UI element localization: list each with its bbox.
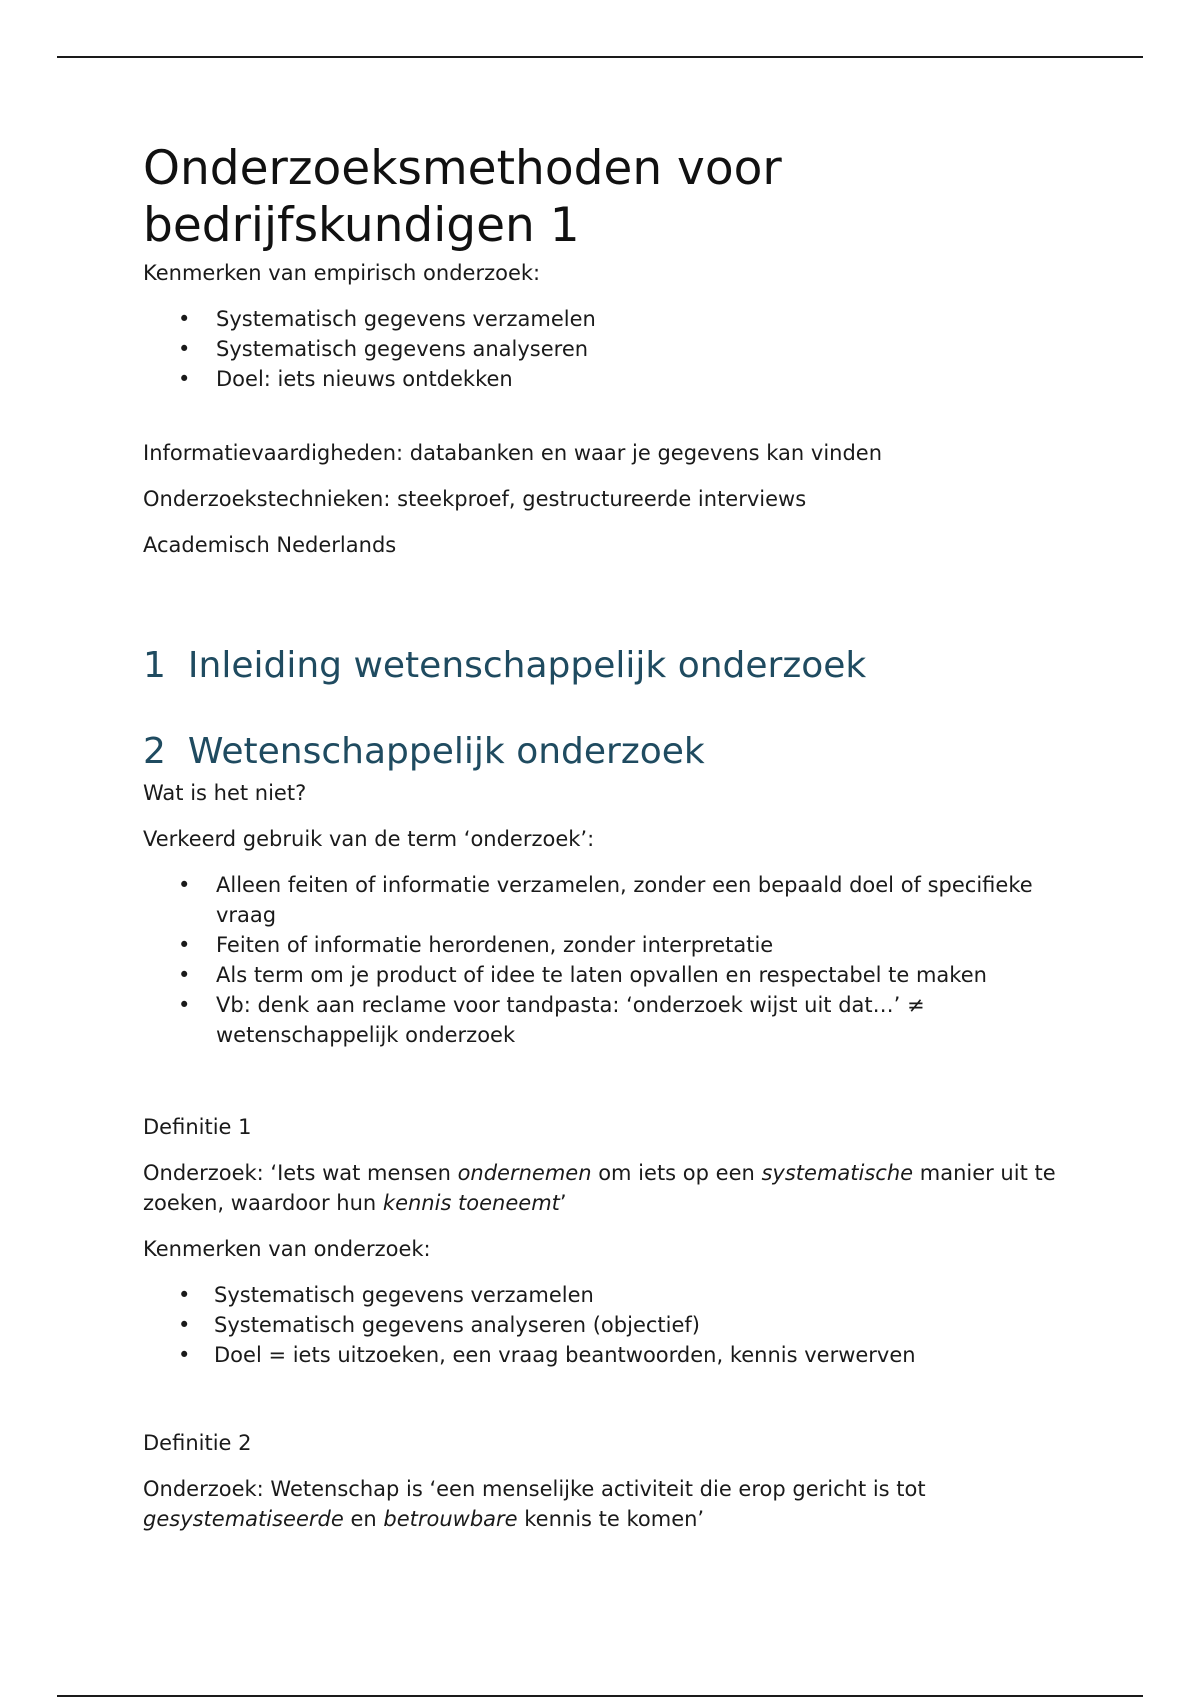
list-item: • Als term om je product of idee te laten opvallen en respectabel te maken — [143, 960, 1063, 990]
list-item: • Feiten of informatie herordenen, zonder interpretatie — [143, 930, 1063, 960]
section-title: Inleiding wetenschappelijk onderzoek — [187, 645, 867, 686]
list-item: • Systematisch gegevens analyseren — [143, 334, 1063, 364]
list-item: • Vb: denk aan reclame voor tandpasta: ‘onderzoek wijst uit dat…’ ≠ wetenschappelijk onderzoek — [143, 990, 1063, 1050]
text-run: om iets op een — [591, 1161, 762, 1185]
misuse-list — [143, 870, 1063, 1050]
text-run: ’ — [559, 1191, 567, 1215]
intro-heading: Kenmerken van empirisch onderzoek: — [143, 261, 541, 285]
text-run: kennis te komen’ — [517, 1507, 705, 1531]
list-item: • Systematisch gegevens verzamelen — [143, 304, 1063, 334]
list-item: • Doel: iets nieuws ontdekken — [143, 364, 1063, 394]
question-line: Wat is het niet? — [143, 781, 307, 805]
list-item: • Systematisch gegevens verzamelen — [143, 1280, 1063, 1310]
section-heading-2 — [143, 730, 1063, 774]
definition-2-label: Definitie 2 — [143, 1431, 252, 1455]
kenmerken-heading: Kenmerken van onderzoek: — [143, 1237, 431, 1261]
definition-1-label: Definitie 1 — [143, 1115, 252, 1139]
document-title: Onderzoeksmethoden voor bedrijfskundigen 1 — [143, 141, 782, 253]
emphasis: kennis toeneemt — [382, 1191, 560, 1215]
list-item: • Systematisch gegevens analyseren (objectief) — [143, 1310, 1063, 1340]
list-item: • Alleen feiten of informatie verzamelen, zonder een bepaald doel of specifieke vraag — [143, 870, 1063, 930]
academisch-line: Academisch Nederlands — [143, 533, 397, 557]
section-heading-1 — [143, 644, 1063, 688]
bottom-rule — [57, 1695, 1143, 1697]
kenmerken-list — [143, 1280, 1063, 1370]
text-run: manier uit te zoeken, waardoor hun — [143, 1161, 1056, 1215]
top-rule — [57, 56, 1143, 58]
section-title: Wetenschappelijk onderzoek — [187, 731, 705, 772]
misuse-heading: Verkeerd gebruik van de term ‘onderzoek’: — [143, 827, 595, 851]
emphasis: gesystematiseerde — [143, 1507, 344, 1531]
text-run: Onderzoek: Wetenschap is ‘een menselijke activiteit die erop gericht is tot — [143, 1477, 926, 1501]
list-item: • Doel = iets uitzoeken, een vraag beantwoorden, kennis verwerven — [143, 1340, 1063, 1370]
definition-1-text — [143, 1158, 1063, 1218]
document-body — [143, 140, 1063, 1534]
section-number: 2 — [143, 731, 166, 772]
informatievaardigheden-line: Informatievaardigheden: databanken en waar je gegevens kan vinden — [143, 441, 883, 465]
emphasis: systematische — [761, 1161, 914, 1185]
text-run: Onderzoek: ‘Iets wat mensen — [143, 1161, 458, 1185]
emphasis: ondernemen — [457, 1161, 592, 1185]
text-run: en — [343, 1507, 384, 1531]
onderzoekstechnieken-line: Onderzoekstechnieken: steekproef, gestructureerde interviews — [143, 487, 807, 511]
emphasis: betrouwbare — [383, 1507, 518, 1531]
intro-list — [143, 304, 1063, 394]
definition-2-text — [143, 1474, 1063, 1534]
section-number: 1 — [143, 645, 166, 686]
